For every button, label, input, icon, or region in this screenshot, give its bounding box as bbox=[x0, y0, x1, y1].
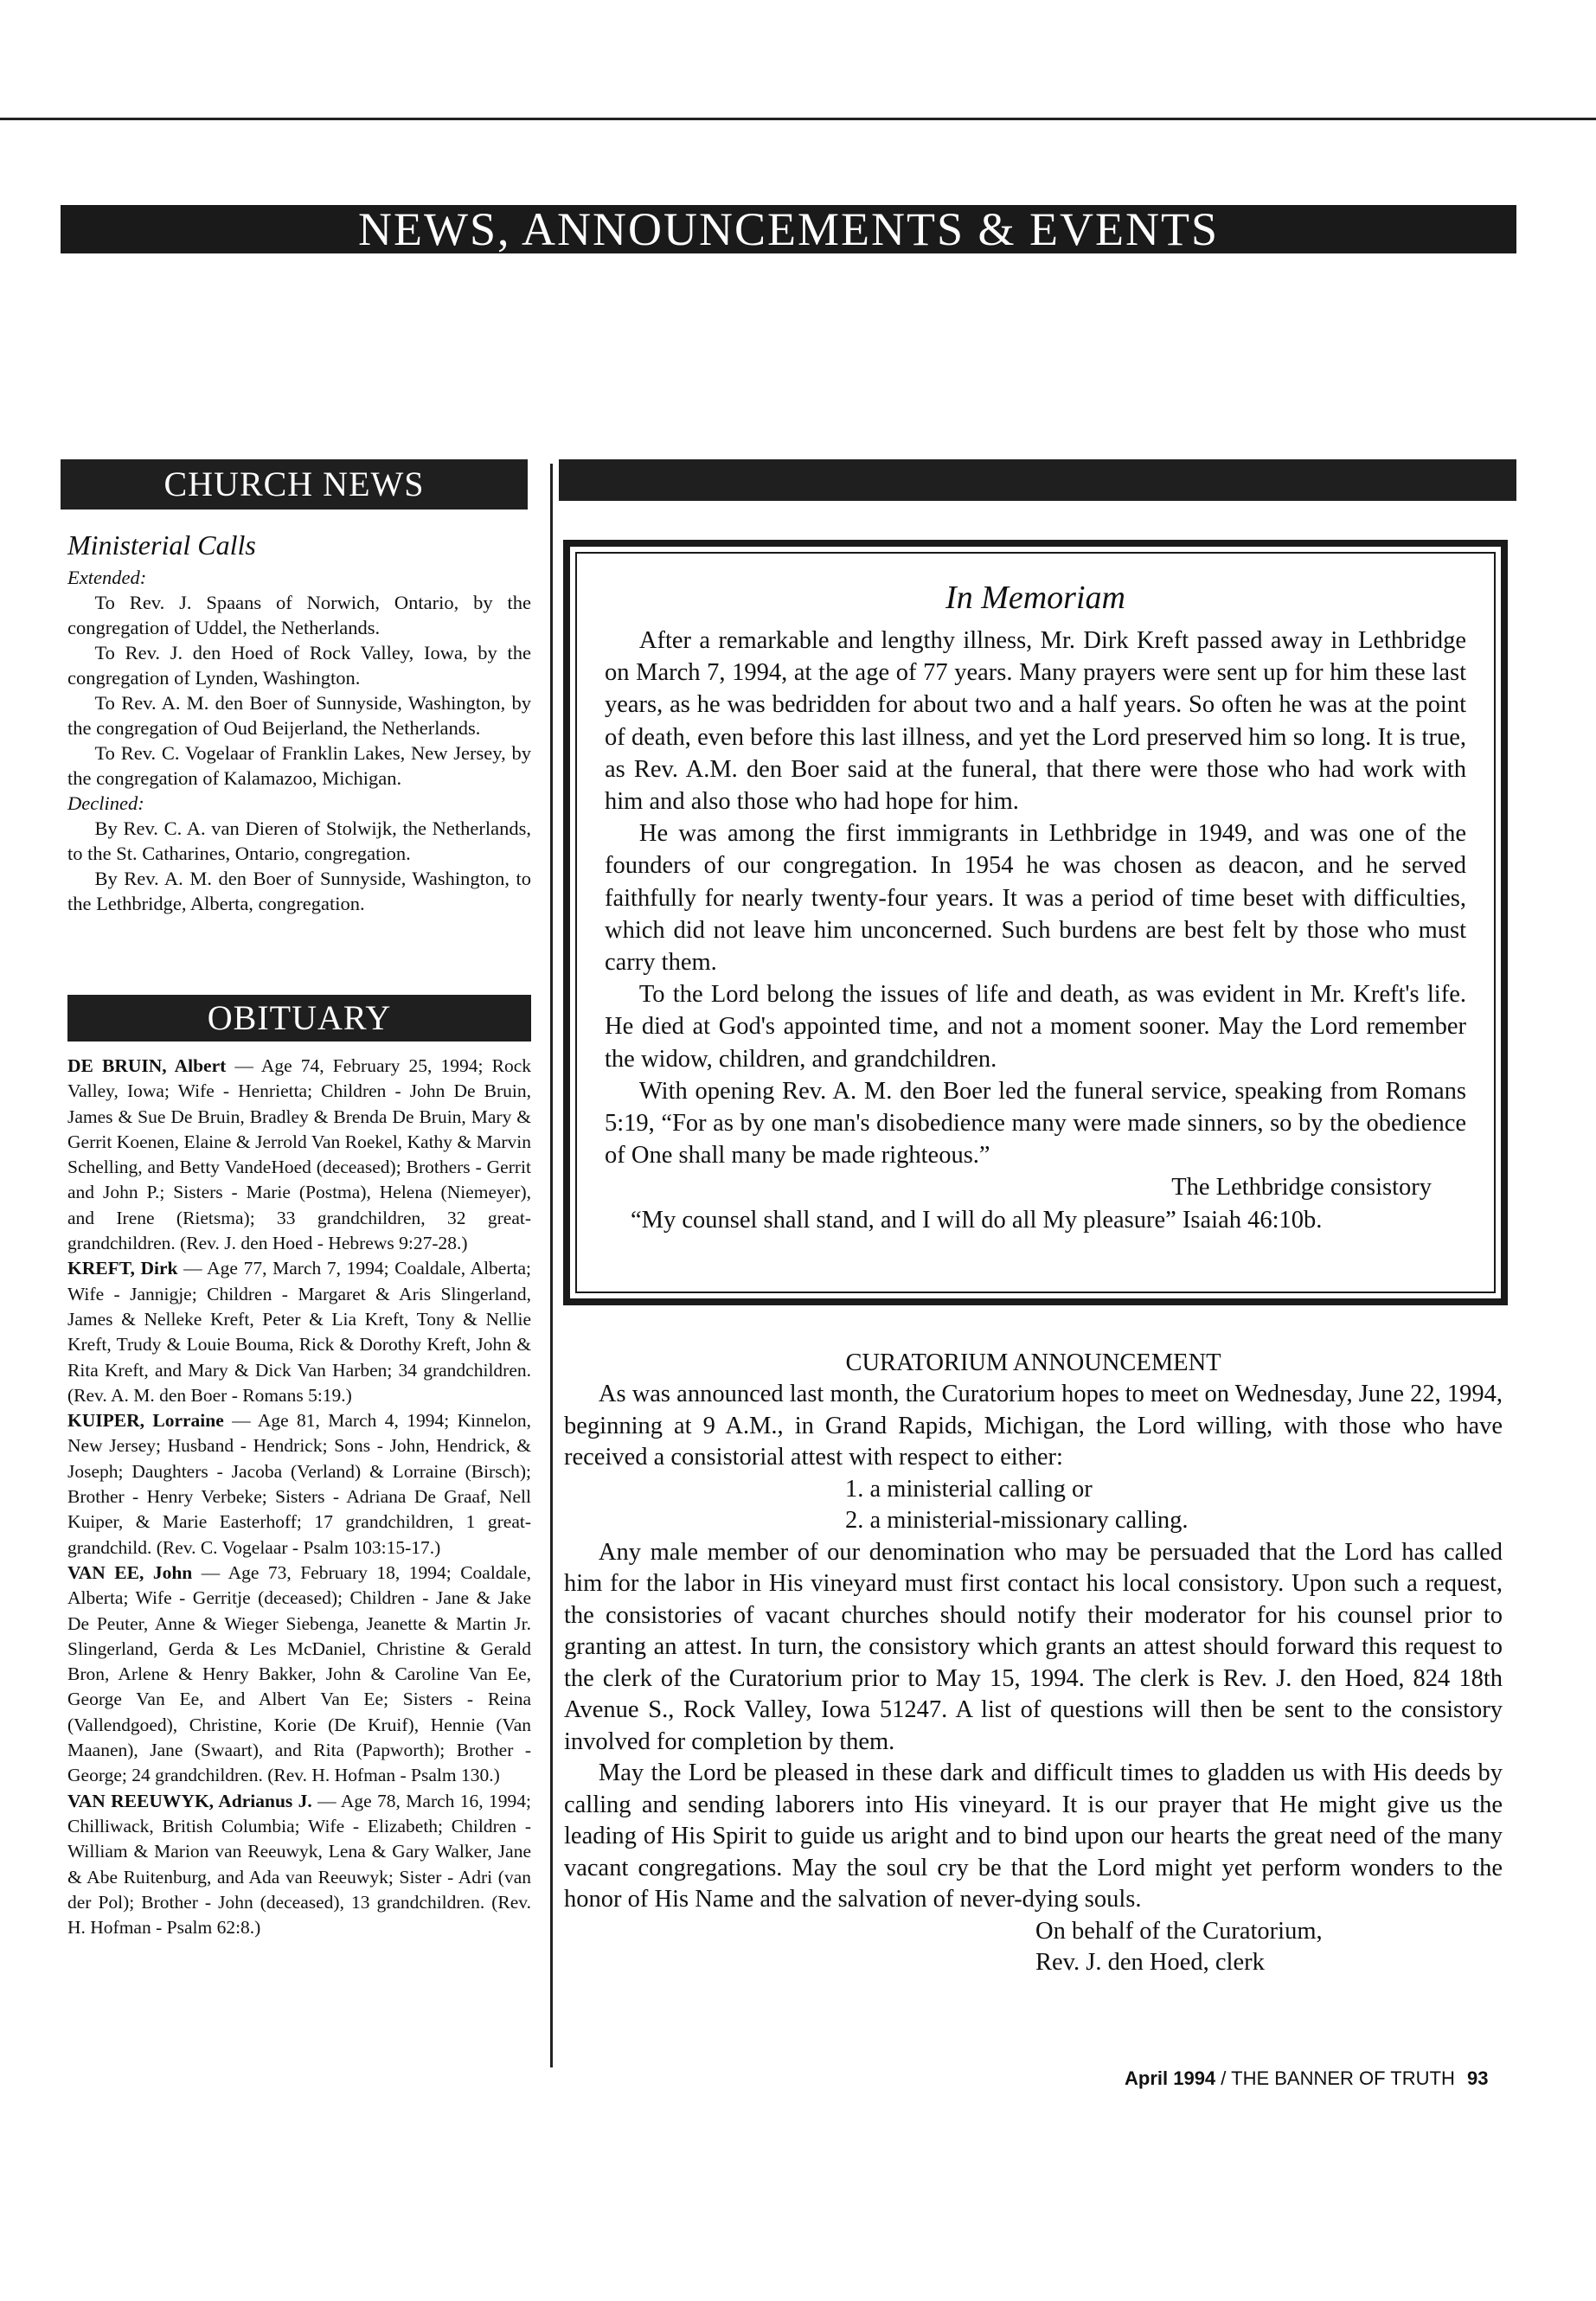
obituary-text: — Age 74, February 25, 1994; Rock Valley, Iowa; Wife - Henrietta; Children - John De Bruin, James & Sue De Bruin, Bradley & Brenda De Bruin, Mary & Gerrit Koenen, Elaine & Jerrold Van Roekel, Kathy & Marvin Schelling, and Betty VandeHoed (deceased); Brothers - Gerrit and John P.; Sisters - Marie (Postma), Helena (Niemeyer), and Irene (Rietsma); 33 grandchildren, 32 great-grandchildren. (Rev. J. den Hoed - Hebrews 9:27-28.) bbox=[67, 1055, 531, 1254]
extended-label: Extended: bbox=[67, 567, 147, 588]
footer-issue: April 1994 bbox=[1125, 2067, 1216, 2089]
memoriam-paragraph: After a remarkable and lengthy illness, Mr. Dirk Kreft passed away in Lethbridge on March 7, 1994, at the age of 77 years. Many prayers were sent up for him these last years, as he was bedridden for about two and a half years. So often he was at the point of death, even before this last illness, and yet the Lord preserved him so long. It is true, as Rev. A.M. den Boer said at the funeral, that there were those who had work with him and also those who had hope for him. bbox=[605, 627, 1466, 816]
curatorium-sign-line-2: Rev. J. den Hoed, clerk bbox=[1035, 1949, 1265, 1976]
footer-publication: / THE BANNER OF TRUTH bbox=[1221, 2067, 1455, 2089]
call-item: To Rev. A. M. den Boer of Sunnyside, Washington, by the congregation of Oud Beijerland, the Netherlands. bbox=[67, 692, 531, 739]
memoriam-paragraph: With opening Rev. A. M. den Boer led the funeral service, speaking from Romans 5:19, “For as by one man's disobedience many were made sinners, so by the obedience of One shall many be made righteous.” bbox=[605, 1077, 1466, 1170]
memoriam-content bbox=[605, 578, 1466, 1236]
obituary-heading: OBITUARY bbox=[67, 995, 531, 1042]
obituary-list bbox=[67, 1054, 531, 1940]
curatorium-intro: As was announced last month, the Curatorium hopes to meet on Wednesday, June 22, 1994, beginning at 9 A.M., in Grand Rapids, Michigan, the Lord willing, with those who have received a consistorial attest with respect to either: bbox=[564, 1381, 1503, 1471]
curatorium-announcement bbox=[564, 1348, 1503, 1979]
memoriam-box bbox=[563, 540, 1508, 1305]
declined-label: Declined: bbox=[67, 792, 144, 814]
top-rule bbox=[0, 118, 1596, 120]
curatorium-paragraph: May the Lord be pleased in these dark and difficult times to gladden us with His deeds by calling and sending laborers into His vineyard. It is our prayer that He might give us the leading of His Spirit to guide us aright and to bind upon our hearts the great need of the many vacant congregations. May the soul cry be that the Lord might yet perform wonders to the honor of His Name and the salvation of never-dying souls. bbox=[564, 1759, 1503, 1913]
curatorium-paragraph: Any male member of our denomination who may be persuaded that the Lord has called him for the labor in His vineyard must first contact his local consistory. Upon such a request, the consistories of vacant churches should notify their moderator for his counsel prior to granting an attest. In turn, the consistory which grants an attest should forward this request to the clerk of the Curatorium prior to May 15, 1994. The clerk is Rev. J. den Hoed, 824 18th Avenue S., Rock Valley, Iowa 51247. A list of questions will then be sent to the consistory involved for completion by them. bbox=[564, 1538, 1503, 1755]
ministerial-calls bbox=[67, 529, 531, 916]
obituary-entry bbox=[67, 1054, 531, 1256]
obituary-name: VAN REEUWYK, Adrianus J. bbox=[67, 1790, 312, 1811]
memoriam-paragraph: To the Lord belong the issues of life and death, as was evident in Mr. Kreft's life. He died at God's appointed time, and not a moment sooner. May the Lord remember the widow, children, and grandchildren. bbox=[605, 981, 1466, 1073]
church-news-heading: CHURCH NEWS bbox=[61, 459, 528, 510]
memoriam-paragraph: He was among the first immigrants in Lethbridge in 1949, and was one of the founders of our congregation. In 1954 he was chosen as deacon, and he served faithfully for nearly twenty-four years. It was a period of time beset with difficulties, which did not leave him unconcerned. Such burdens are best felt by those who must carry them. bbox=[605, 820, 1466, 977]
memoriam-quote: “My counsel shall stand, and I will do all My pleasure” Isaiah 46:10b. bbox=[631, 1206, 1323, 1234]
column-divider bbox=[550, 464, 553, 2067]
memoriam-signature: The Lethbridge consistory bbox=[1171, 1174, 1432, 1202]
curatorium-title: CURATORIUM ANNOUNCEMENT bbox=[845, 1349, 1221, 1376]
call-item: To Rev. C. Vogelaar of Franklin Lakes, New Jersey, by the congregation of Kalamazoo, Michigan. bbox=[67, 742, 531, 789]
ministerial-calls-title: Ministerial Calls bbox=[67, 529, 256, 561]
right-column-bar bbox=[559, 459, 1516, 501]
page-number: 93 bbox=[1466, 2067, 1489, 2089]
obituary-text: — Age 78, March 16, 1994; Chilliwack, British Columbia; Wife - Elizabeth; Children - William & Marion van Reeuwyk, Lena & Gary Walker, Jane & Abe Ruitenburg, and Ada van Reeuwyk; Sister - Adri (van der Pol); Brother - John (deceased), 13 grandchildren. (Rev. H. Hofman - Psalm 62:8.) bbox=[67, 1790, 532, 1939]
section-banner: NEWS, ANNOUNCEMENTS & EVENTS bbox=[61, 205, 1516, 253]
memoriam-title: In Memoriam bbox=[945, 580, 1125, 616]
obituary-text: — Age 81, March 4, 1994; Kinnelon, New Jersey; Husband - Hendrick; Sons - John, Hendrick, & Joseph; Daughters - Jacoba (Verland) & Lorraine (Birsch); Brother - Henry Verbeke; Sisters - Adriana De Graaf, Nell Kuiper, & Marie Easterhoff; 17 grandchildren, 1 great-grandchild. (Rev. C. Vogelaar - Psalm 103:15-17.) bbox=[67, 1410, 531, 1558]
obituary-entry bbox=[67, 1408, 531, 1561]
obituary-name: KREFT, Dirk bbox=[67, 1258, 178, 1279]
obituary-name: KUIPER, Lorraine bbox=[67, 1410, 224, 1432]
obituary-name: DE BRUIN, Albert bbox=[67, 1055, 227, 1076]
obituary-text: — Age 73, February 18, 1994; Coaldale, Alberta; Wife - Gerritje (deceased); Children - Jane & Jake De Peuter, Anne & Wieger Siebenga, Jeanette & Martin Jr. Slingerland, Gerda & Les McDaniel, Christine & Gerald Bron, Arlene & Henry Bakker, John & Caroline Van Ee, George Van Ee, and Albert Van Ee; Sisters - Reina (Vallendgoed), Christine, Korie (De Kruif), Hennie (Van Maanen), Jane (Swaart), and Rita (Papworth); Brother - George; 24 grandchildren. (Rev. H. Hofman - Psalm 130.) bbox=[67, 1561, 532, 1786]
curatorium-item-2: 2. a ministerial-missionary calling. bbox=[845, 1507, 1189, 1534]
declined-item: By Rev. A. M. den Boer of Sunnyside, Washington, to the Lethbridge, Alberta, congregation. bbox=[67, 868, 531, 914]
obituary-entry bbox=[67, 1561, 531, 1789]
obituary-name: VAN EE, John bbox=[67, 1561, 193, 1583]
call-item: To Rev. J. Spaans of Norwich, Ontario, by the congregation of Uddel, the Netherlands. bbox=[67, 592, 531, 638]
curatorium-sign-line-1: On behalf of the Curatorium, bbox=[1035, 1917, 1323, 1945]
declined-item: By Rev. C. A. van Dieren of Stolwijk, the Netherlands, to the St. Catharines, Ontario, congregation. bbox=[67, 817, 531, 864]
curatorium-item-1: 1. a ministerial calling or bbox=[845, 1475, 1093, 1503]
obituary-entry bbox=[67, 1789, 531, 1941]
call-item: To Rev. J. den Hoed of Rock Valley, Iowa, by the congregation of Lynden, Washington. bbox=[67, 642, 531, 689]
page-footer bbox=[1125, 2067, 1488, 2090]
obituary-entry bbox=[67, 1256, 531, 1408]
obituary-text: — Age 77, March 7, 1994; Coaldale, Alberta; Wife - Jannigje; Children - Margaret & Aris Slingerland, James & Nelleke Kreft, Peter & Lia Kreft, Tony & Nellie Kreft, Trudy & Louie Bouma, Rick & Dorothy Kreft, John & Rita Kreft, and Mary & Dick Van Harben; 34 grandchildren. (Rev. A. M. den Boer - Romans 5:19.) bbox=[67, 1258, 532, 1406]
